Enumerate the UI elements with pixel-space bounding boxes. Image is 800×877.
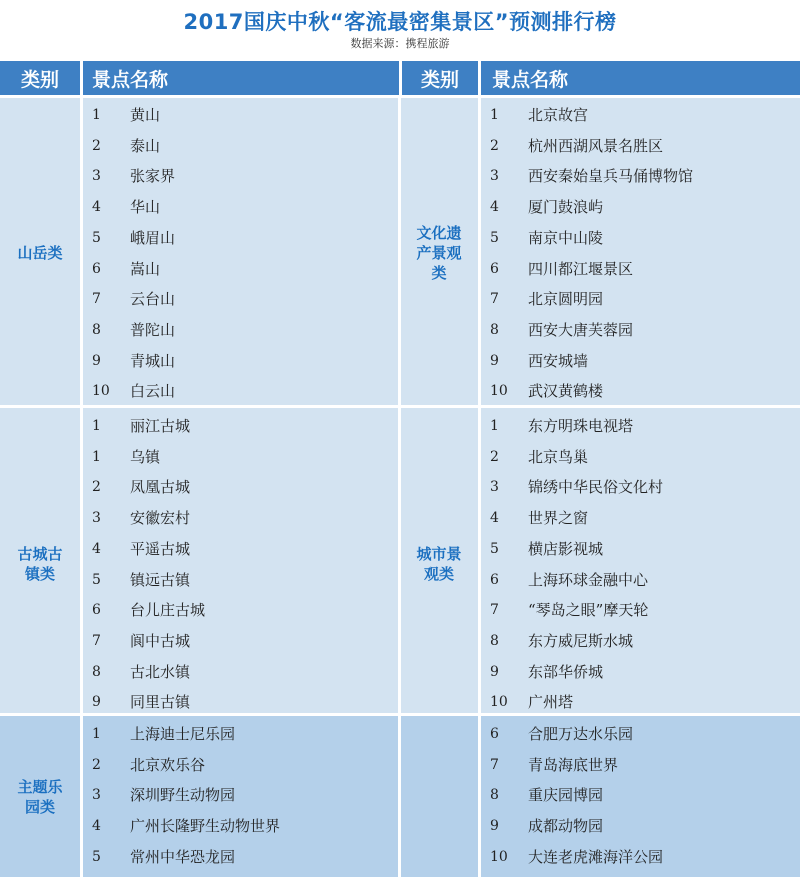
column-divider [80,95,83,877]
attraction-name: 杭州西湖风景名胜区 [528,136,664,155]
section-divider [0,713,800,716]
attraction-name: 大连老虎滩海洋公园 [528,847,664,866]
list-item [92,315,396,345]
category-label [400,408,478,719]
rank-number: 10 [92,383,110,400]
attraction-name: 成都动物园 [528,817,604,836]
attraction-name: 同里古镇 [130,693,191,712]
column-divider [398,95,401,877]
category-label-line: 观类 [423,564,454,583]
category-label-line: 产景观 [416,243,462,262]
header-category-left: 类别 [20,68,59,91]
rank-number: 3 [92,168,101,185]
attraction-name: 东方威尼斯水城 [528,631,634,650]
attraction-name: 平遥古城 [130,539,191,558]
list-item [92,192,396,222]
list-item [92,472,396,502]
rank-number: 2 [490,448,499,465]
list-item [490,161,797,191]
list-item [92,719,396,749]
category-label [0,97,80,408]
list-item [92,223,396,253]
rank-number: 9 [490,352,499,369]
category-label-line: 园类 [24,797,55,816]
header-name-right: 景点名称 [492,68,569,91]
category-label-text [416,544,461,584]
header-divider [80,61,83,95]
list-item [490,780,797,810]
rank-number: 5 [92,848,101,865]
attraction-name: 峨眉山 [130,228,176,247]
list-item [490,472,797,502]
category-label-line: 镇类 [24,564,55,583]
list-item [92,780,396,810]
list-item [490,565,797,595]
list-item [92,503,396,533]
rank-number: 3 [92,787,101,804]
category-label-text [17,544,62,584]
category-label [400,97,478,408]
attraction-name: 深圳野生动物园 [130,786,236,805]
list-item [92,376,396,406]
attraction-name: 世界之窗 [528,509,589,528]
list-item [92,161,396,191]
attraction-name: 丽江古城 [130,417,191,435]
data-source-note: 数据来源：携程旅游 [350,37,450,50]
attraction-name: 东方明珠电视塔 [528,417,634,435]
category-label-line: 城市景 [416,544,462,563]
list-item [490,254,797,284]
rank-number: 1 [92,448,101,465]
list-item [490,657,797,687]
section-divider [0,405,800,408]
attraction-name: 黄山 [130,106,161,124]
attraction-name: 普陀山 [130,320,176,339]
rank-number: 1 [92,418,101,434]
attraction-name: 泰山 [130,136,161,155]
list-item [92,657,396,687]
attraction-name: 西安城墙 [528,351,589,370]
list-item [92,346,396,376]
attraction-name: 嵩山 [130,259,161,278]
header-category-right: 类别 [420,68,459,91]
attraction-name: 青岛海底世界 [528,755,619,774]
list-item [92,100,396,130]
rank-number: 3 [490,479,499,496]
category-label-text [17,243,62,263]
header-name-left: 景点名称 [92,68,169,91]
attraction-name: 西安大唐芙蓉园 [528,320,634,339]
list-item [92,254,396,284]
attraction-name: 西安秦始皇兵马俑博物馆 [528,167,694,186]
attraction-name: 凤凰古城 [130,478,191,497]
list-item [490,284,797,314]
list-item [92,442,396,472]
rank-number: 2 [92,137,101,154]
list-item [92,750,396,780]
list-item [490,315,797,345]
list-item [92,411,396,441]
attraction-name: 北京鸟巢 [528,447,589,466]
rank-number: 6 [92,602,101,619]
attraction-name: 华山 [130,198,161,217]
rank-number: 5 [490,540,499,557]
attraction-name: 阆中古城 [130,631,191,650]
rank-number: 8 [490,787,499,804]
category-label-line: 山岳类 [17,243,63,262]
attraction-name: 东部华侨城 [528,662,604,681]
list-item [92,284,396,314]
attraction-name: 青城山 [130,351,176,370]
list-item [490,626,797,656]
attraction-name: 北京故宫 [528,106,589,124]
category-label-text [17,777,62,817]
list-item [490,376,797,406]
attraction-name: “琴岛之眼”摩天轮 [528,601,649,620]
list-item [92,842,396,872]
category-label-line: 古城古 [17,544,63,563]
rank-number: 9 [92,694,101,711]
rank-number: 8 [92,663,101,680]
rank-number: 4 [92,540,101,557]
attraction-name: 北京欢乐谷 [130,755,206,774]
category-label-line: 主题乐 [17,777,63,796]
rank-number: 1 [490,107,499,123]
rank-number: 7 [92,632,101,649]
attraction-name: 安徽宏村 [130,509,191,528]
attraction-name: 厦门鼓浪屿 [528,198,604,217]
rank-number: 10 [490,694,508,711]
section-divider [0,95,800,98]
rank-number: 1 [92,726,101,742]
attraction-name: 常州中华恐龙园 [130,847,236,866]
rank-number: 2 [92,479,101,496]
header-divider [399,61,402,95]
rank-number: 5 [490,229,499,246]
attraction-name: 广州长隆野生动物世界 [130,817,281,836]
attraction-name: 古北水镇 [130,662,191,681]
attraction-name: 台儿庄古城 [130,601,206,620]
list-item [490,192,797,222]
list-item [490,223,797,253]
rank-number: 6 [490,260,499,277]
rank-number: 7 [490,602,499,619]
column-divider [478,95,481,877]
attraction-name: 上海环球金融中心 [528,570,649,589]
category-label [0,408,80,719]
rank-number: 7 [92,291,101,308]
attraction-name: 合肥万达水乐园 [528,725,634,743]
rank-number: 9 [92,352,101,369]
list-item [490,750,797,780]
rank-number: 4 [490,510,499,527]
rank-number: 2 [490,137,499,154]
rank-number: 2 [92,756,101,773]
list-item [490,131,797,161]
rank-number: 8 [490,321,499,338]
rank-number: 3 [92,510,101,527]
attraction-name: 锦绣中华民俗文化村 [528,478,664,497]
rank-number: 8 [92,321,101,338]
list-item [490,503,797,533]
rank-number: 9 [490,663,499,680]
rank-number: 3 [490,168,499,185]
rank-number: 6 [92,260,101,277]
attraction-name: 横店影视城 [528,539,604,558]
rank-number: 4 [92,199,101,216]
rank-number: 5 [92,571,101,588]
list-item [92,811,396,841]
list-item [490,595,797,625]
rank-number: 7 [490,291,499,308]
list-item [92,131,396,161]
list-item [490,842,797,872]
attraction-name: 四川都江堰景区 [528,259,634,278]
list-item [92,595,396,625]
attraction-name: 上海迪士尼乐园 [130,725,236,743]
category-label [0,716,80,877]
rank-number: 6 [490,726,499,742]
list-item [490,100,797,130]
list-item [490,719,797,749]
attraction-name: 武汉黄鹤楼 [528,382,604,401]
list-item [92,534,396,564]
list-item [490,534,797,564]
attraction-name: 云台山 [130,290,176,309]
category-label-line: 文化遗 [416,223,462,242]
list-item [490,442,797,472]
rank-number: 1 [92,107,101,123]
rank-number: 7 [490,756,499,773]
rank-number: 8 [490,632,499,649]
rank-number: 4 [490,199,499,216]
rank-number: 9 [490,818,499,835]
list-item [490,346,797,376]
attraction-name: 南京中山陵 [528,228,604,247]
category-label-line: 类 [431,263,447,282]
attraction-name: 镇远古镇 [130,570,191,589]
category-label-text [416,223,461,283]
list-item [92,626,396,656]
attraction-name: 张家界 [130,167,176,186]
rank-number: 4 [92,818,101,835]
attraction-name: 重庆园博园 [528,786,604,805]
attraction-name: 乌镇 [130,447,161,466]
list-item [92,565,396,595]
attraction-name: 北京圆明园 [528,290,604,309]
attraction-name: 白云山 [130,382,176,401]
list-item [490,811,797,841]
rank-number: 10 [490,848,508,865]
rank-number: 1 [490,418,499,434]
rank-number: 6 [490,571,499,588]
attraction-name: 广州塔 [528,693,574,712]
header-divider [478,61,481,95]
list-item [490,411,797,441]
page-title: 2017国庆中秋“客流最密集景区”预测排行榜 [183,10,617,34]
rank-number: 5 [92,229,101,246]
rank-number: 10 [490,383,508,400]
category-cell [400,716,478,877]
